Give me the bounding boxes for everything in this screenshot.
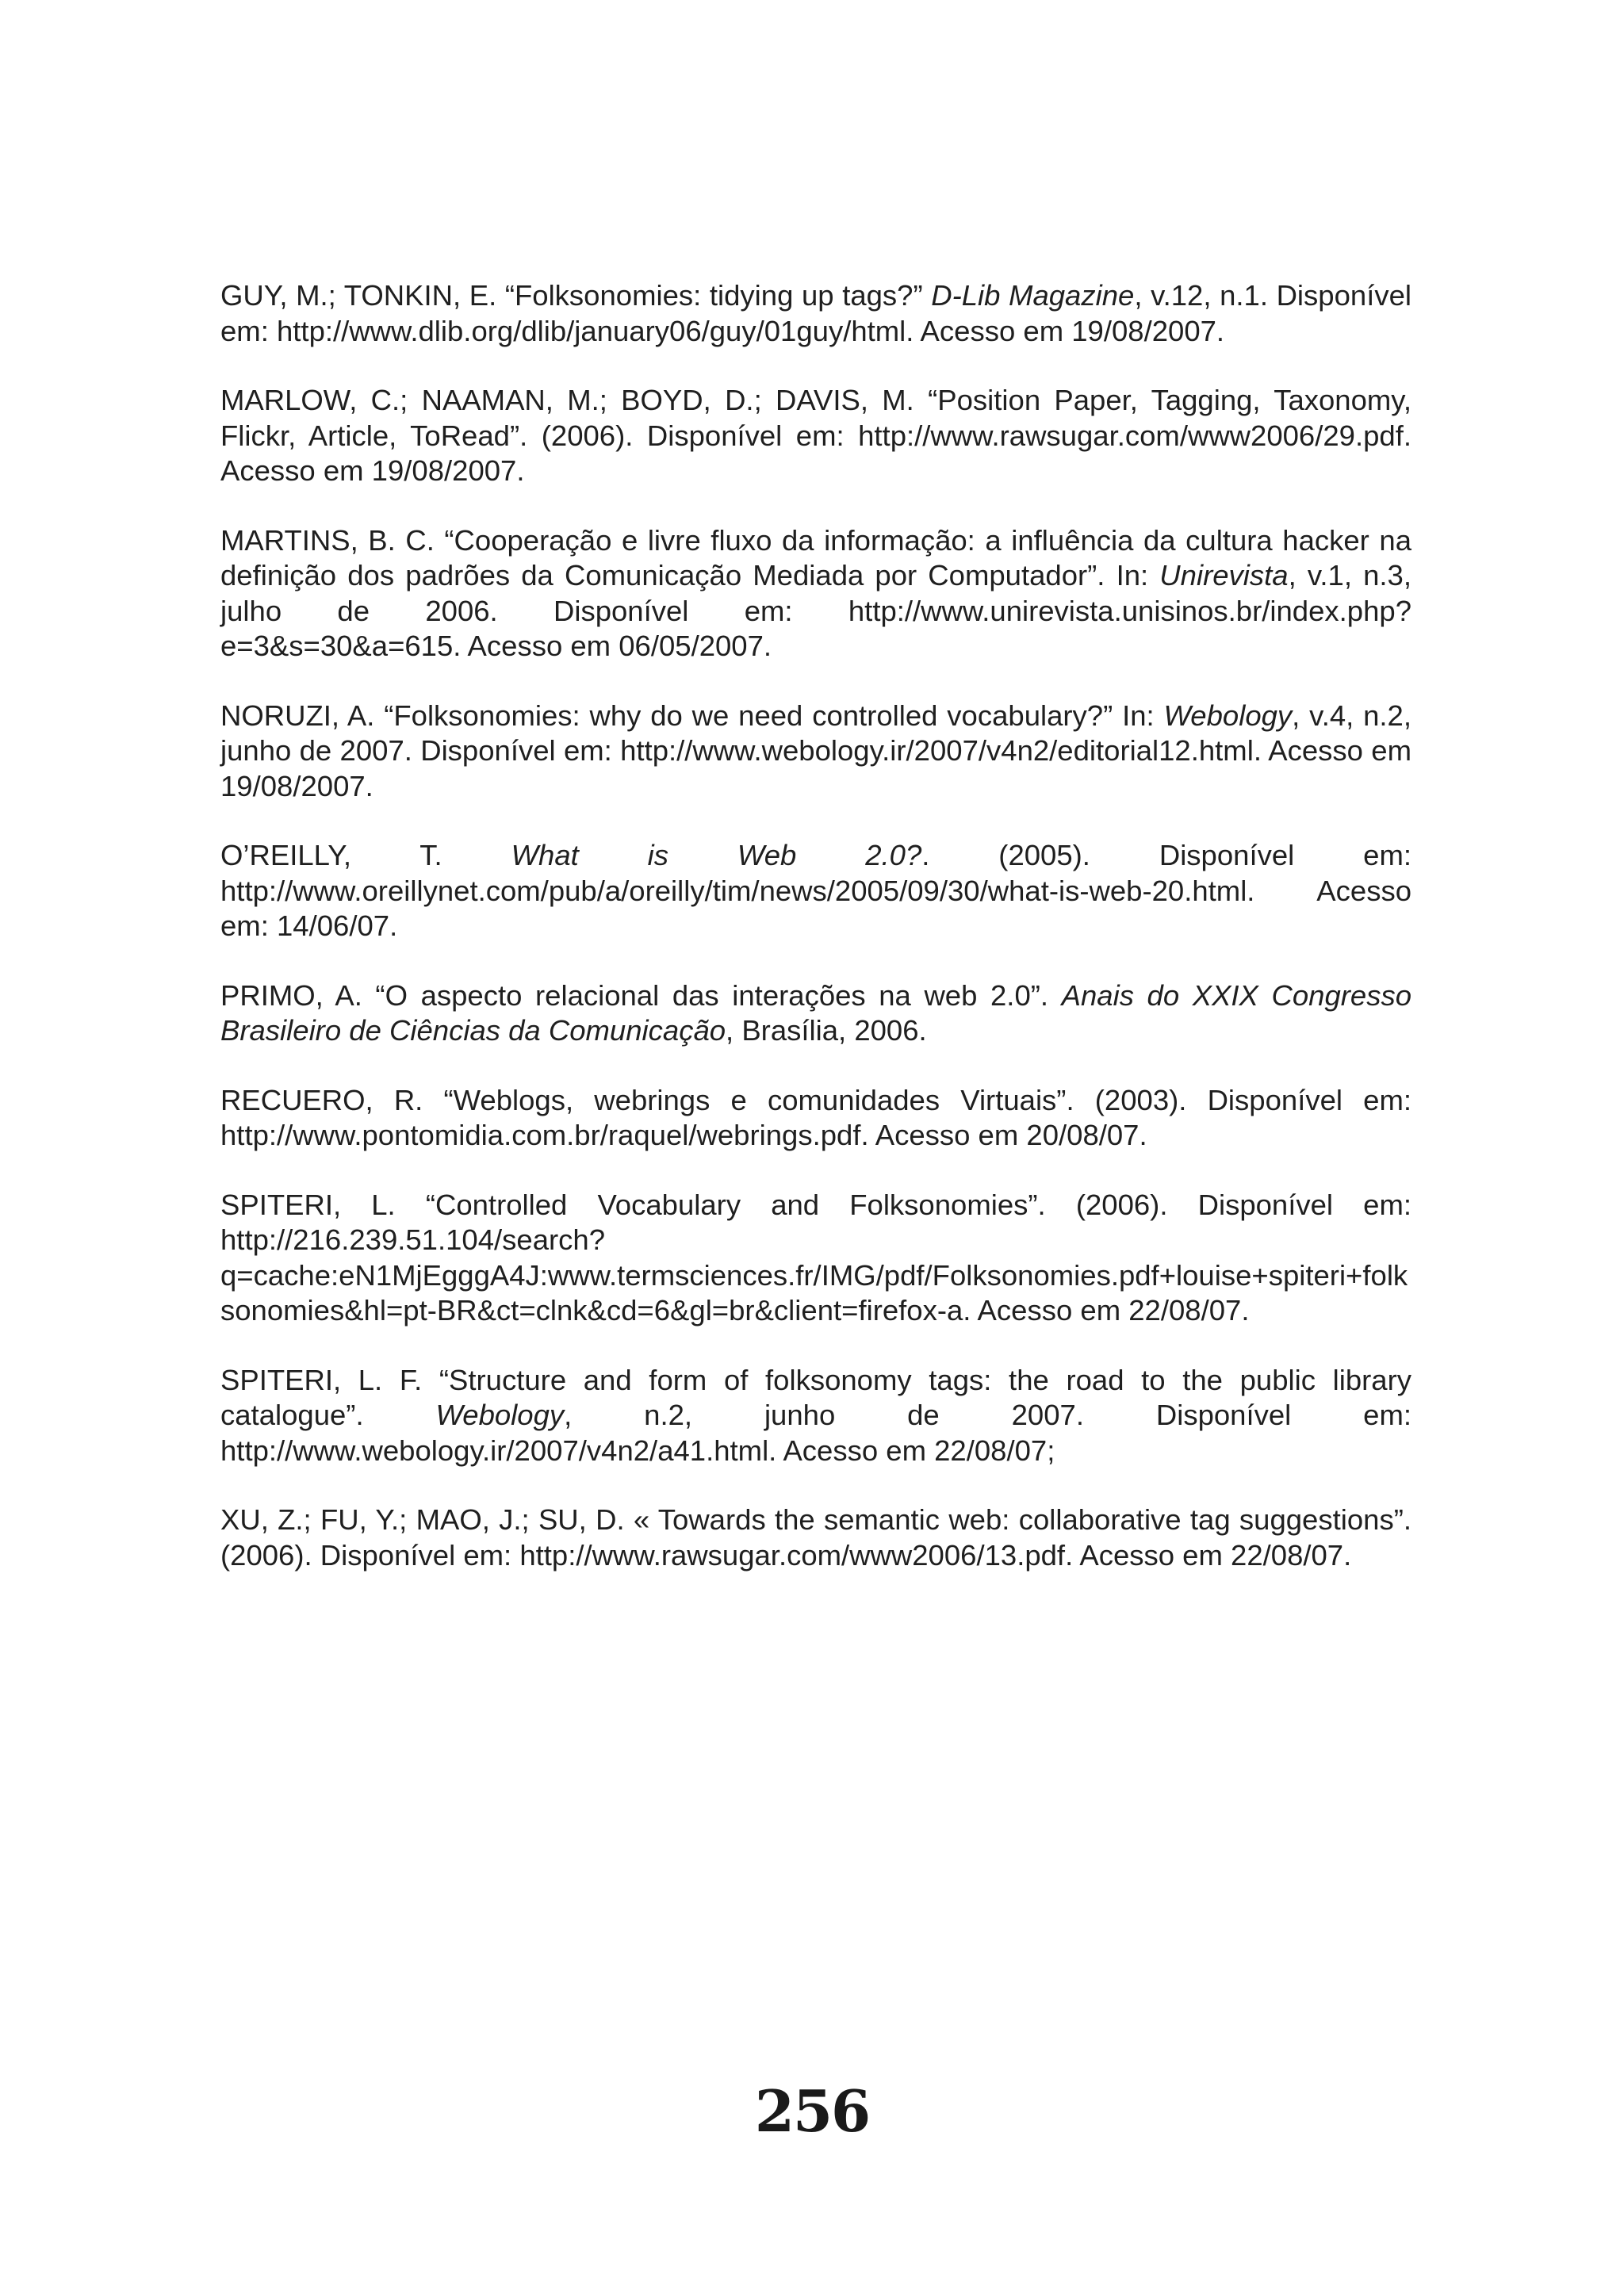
reference-entry	[220, 1083, 1411, 1154]
reference-entry	[220, 523, 1411, 664]
reference-text: RECUERO, R. “Weblogs, webrings e comunidades Virtuais”. (2003). Disponível em: http://www.pontomidia.com.br/raquel/webrings.pdf. Acesso em 20/08/07.	[220, 1083, 1411, 1151]
reference-text: GUY, M.; TONKIN, E. “Folksonomies: tidying up tags?”	[220, 279, 932, 312]
reference-text: MARTINS, B. C. “Cooperação e livre fluxo da informação: a influência da cultura hacker na definição dos padrões da Comunicação Mediada por Computador”. In:	[220, 523, 1411, 591]
reference-italic-title: Anais do XXIX Congresso Brasileiro de Ciências da Comunicação	[220, 978, 1412, 1047]
reference-entry	[220, 1188, 1411, 1329]
reference-text: SPITERI, L. F. “Structure and form of folksonomy tags: the road to the public library catalogue”.	[220, 1363, 1411, 1431]
reference-text: , v.4, n.2, junho de 2007. Disponível em: http://www.webology.ir/2007/v4n2/editorial12.html. Acesso em 19/08/2007.	[220, 699, 1411, 802]
reference-entry	[220, 383, 1411, 489]
reference-text: , v.12, n.1. Disponível em: http://www.dlib.org/dlib/january06/guy/01guy/html. Acesso em 19/08/2007.	[220, 279, 1411, 347]
reference-text: MARLOW, C.; NAAMAN, M.; BOYD, D.; DAVIS, M. “Position Paper, Tagging, Taxonomy, Flickr, Article, ToRead”. (2006). Disponível em: http://www.rawsugar.com/www2006/29.pdf. Acesso em 19/08/2007.	[220, 384, 1411, 487]
reference-entry	[220, 1503, 1411, 1573]
reference-entry	[220, 278, 1411, 349]
reference-italic-title: Unirevista	[1159, 559, 1289, 591]
reference-entry	[220, 1363, 1411, 1469]
reference-italic-title: What is Web 2.0?	[511, 839, 922, 871]
reference-text: , Brasília, 2006.	[726, 1014, 927, 1047]
reference-text: . (2005). Disponível em: http://www.oreillynet.com/pub/a/oreilly/tim/news/2005/09/30/what-is-web-20.html. Acesso em: 14/06/07.	[220, 839, 1412, 942]
page-number: 256	[754, 2077, 870, 2145]
reference-text: , n.2, junho de 2007. Disponível em: http://www.webology.ir/2007/v4n2/a41.html. Acesso em 22/08/07;	[220, 1399, 1412, 1467]
reference-entry	[220, 699, 1411, 805]
reference-list	[220, 278, 1411, 1607]
reference-text: PRIMO, A. “O aspecto relacional das interações na web 2.0”.	[220, 978, 1062, 1012]
reference-text: XU, Z.; FU, Y.; MAO, J.; SU, D. « Towards the semantic web: collaborative tag suggestions”. (2006). Disponível em: http://www.rawsugar.com/www2006/13.pdf. Acesso em 22/08/07.	[220, 1503, 1411, 1572]
reference-entry	[220, 838, 1411, 944]
reference-text: SPITERI, L. “Controlled Vocabulary and Folksonomies”. (2006). Disponível em: http://216.239.51.104/search?q=cache:eN1MjEgggA4J:www.termsciences.fr/IMG/pdf/Folksonomies.pdf+louise+spiteri+folksonomies&hl=pt-BR&ct=clnk&cd=6&gl=br&client=firefox-a. Acesso em 22/08/07.	[220, 1188, 1411, 1326]
reference-italic-title: Webology	[435, 1399, 565, 1431]
reference-italic-title: Webology	[1163, 699, 1293, 732]
reference-text: NORUZI, A. “Folksonomies: why do we need controlled vocabulary?” In:	[220, 699, 1164, 732]
reference-text: , v.1, n.3, julho de 2006. Disponível em: http://www.unirevista.unisinos.br/index.php?e=3&s=30&a=615. Acesso em 06/05/2007.	[220, 559, 1411, 662]
reference-italic-title: D-Lib Magazine	[931, 279, 1135, 312]
reference-entry	[220, 978, 1411, 1049]
reference-text: O’REILLY, T.	[220, 839, 511, 871]
